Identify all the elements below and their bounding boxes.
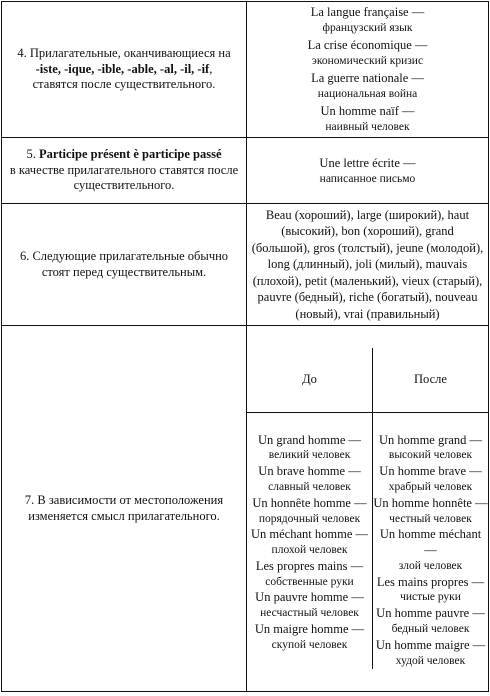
- after-header: После: [373, 348, 489, 413]
- after-column: [373, 412, 489, 669]
- table-row: [2, 138, 489, 204]
- rule-cell: [2, 2, 247, 138]
- example-ru: злой человек: [398, 559, 463, 572]
- rule-punct: ,: [209, 61, 213, 76]
- rule-endings: -iste, -ique, -ible, -able, -al, -il, -if: [35, 61, 210, 76]
- rule-number: 5.: [26, 147, 36, 162]
- example-fr: Un maigre homme —: [254, 622, 365, 637]
- rule-cell: [2, 138, 247, 204]
- example-fr: Un homme pauvre —: [376, 606, 485, 621]
- example-ru: французский язык: [322, 22, 413, 34]
- rule-cell: [2, 326, 247, 692]
- example-fr: Un homme méchant —: [379, 527, 482, 558]
- examples-cell: [247, 2, 489, 138]
- example-ru: наивный человек: [325, 121, 410, 133]
- example-fr: Un homme naïf —: [320, 103, 415, 118]
- example-ru: высокий человек: [388, 449, 473, 462]
- example-fr: La guerre nationale —: [311, 70, 424, 85]
- example-fr: La crise économique —: [307, 37, 428, 52]
- example-ru: несчастный человек: [260, 607, 359, 620]
- example-ru: честный человек: [389, 512, 472, 525]
- example-ru: национальная война: [317, 88, 418, 100]
- table-row: [2, 2, 489, 138]
- example-ru: написанное письмо: [319, 172, 416, 185]
- examples-cell: [247, 138, 489, 204]
- example-ru: скупой человек: [271, 638, 348, 651]
- examples-cell: [247, 326, 489, 692]
- before-after-table: [247, 348, 488, 670]
- example-fr: La langue française —: [310, 4, 425, 19]
- before-header: До: [247, 348, 373, 413]
- grammar-table: [1, 1, 489, 692]
- inner-body-row: [247, 412, 488, 669]
- example-fr: Un honnête homme —: [252, 495, 367, 510]
- example-ru: плохой человек: [271, 544, 348, 557]
- example-ru: бедный человек: [391, 623, 470, 636]
- example-ru: собственные руки: [265, 575, 354, 588]
- rule-text: 7. В зависимости от местоположения изменяется смысл прилагательного.: [24, 493, 224, 523]
- example-ru: храбрый человек: [388, 480, 473, 493]
- example-fr: Un homme grand —: [378, 432, 483, 447]
- rule-cell: [2, 204, 247, 326]
- rule-text: ставятся после существительного.: [32, 77, 216, 92]
- rule-text: 6. Следующие прилагательные обычно стоят перед существительным.: [19, 249, 229, 279]
- example-ru: славный человек: [268, 480, 351, 493]
- example-fr: Un méchant homme —: [251, 527, 368, 542]
- example-ru: экономический кризис: [311, 55, 424, 67]
- table-row: [2, 204, 489, 326]
- example-ru: порядочный человек: [258, 512, 361, 525]
- example-fr: Les mains propres —: [376, 574, 485, 589]
- adjective-list: Beau (хороший), large (широкий), haut (высокий), bon (хороший), grand (большой), gros (толстый), jeune (молодой), long (длинный), joli (милый), mauvais (плохой), petit (маленький), vieux (старый), pauvre (бедный), riche (богатый), nouveau (новый), vrai (правильный): [251, 207, 484, 321]
- example-fr: Un homme brave —: [379, 464, 482, 479]
- example-fr: Un pauvre homme —: [255, 590, 364, 605]
- before-column: [247, 412, 373, 669]
- examples-cell: [247, 204, 489, 326]
- example-fr: Un brave homme —: [258, 464, 361, 479]
- example-ru: худой человек: [395, 654, 466, 667]
- example-fr: Une lettre écrite —: [319, 155, 416, 170]
- example-fr: Un grand homme —: [257, 432, 362, 447]
- example-ru: чистые руки: [400, 591, 461, 604]
- example-fr: Les propres mains —: [255, 558, 364, 573]
- example-fr: Un homme honnête —: [373, 495, 488, 510]
- table-row: [2, 326, 489, 692]
- inner-header-row: [247, 348, 488, 413]
- rule-text: 4. Прилагательные, оканчивающиеся на: [17, 46, 231, 61]
- rule-term: Participe présent è participe passé: [38, 147, 222, 162]
- rule-text: в качестве прилагательного ставятся после существительного.: [9, 162, 239, 193]
- example-fr: Un homme maigre —: [375, 637, 486, 652]
- example-ru: великий человек: [268, 449, 351, 462]
